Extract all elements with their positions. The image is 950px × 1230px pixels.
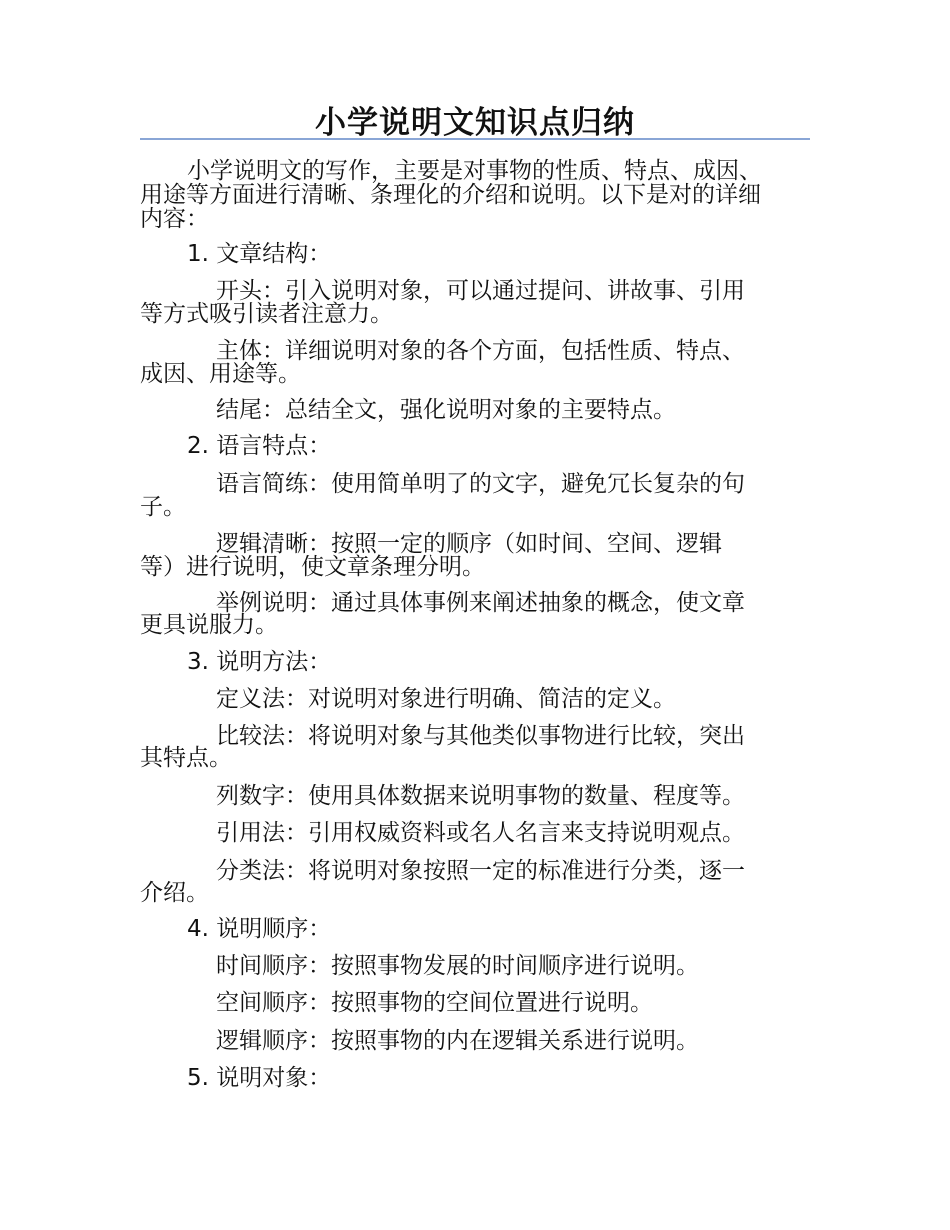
order-item-time: 时间顺序：按照事物发展的时间顺序进行说明。	[216, 953, 699, 979]
structure-item-body-cont: 成因、用途等。	[140, 361, 301, 387]
structure-item-ending: 结尾：总结全文，强化说明对象的主要特点。	[216, 397, 676, 423]
methods-item-comparison: 比较法：将说明对象与其他类似事物进行比较，突出	[216, 723, 745, 749]
methods-item-citation: 引用法：引用权威资料或名人名言来支持说明观点。	[216, 820, 745, 846]
language-item-example-cont: 更具说服力。	[140, 612, 278, 638]
methods-item-classification-cont: 介绍。	[140, 880, 209, 906]
structure-item-opening-cont: 等方式吸引读者注意力。	[140, 301, 393, 327]
section-heading-object: 5. 说明对象：	[187, 1065, 332, 1091]
language-item-concise-cont: 子。	[140, 494, 186, 520]
order-item-logic: 逻辑顺序：按照事物的内在逻辑关系进行说明。	[216, 1028, 699, 1054]
language-item-concise: 语言简练：使用简单明了的文字，避免冗长复杂的句	[216, 471, 745, 497]
methods-item-definition: 定义法：对说明对象进行明确、简洁的定义。	[216, 686, 676, 712]
intro-line-3: 内容：	[140, 206, 209, 232]
methods-item-comparison-cont: 其特点。	[140, 745, 232, 771]
section-heading-order: 4. 说明顺序：	[187, 916, 332, 942]
section-heading-methods: 3. 说明方法：	[187, 649, 332, 675]
methods-item-classification: 分类法：将说明对象按照一定的标准进行分类，逐一	[216, 858, 745, 884]
language-item-logic-cont: 等）进行说明，使文章条理分明。	[140, 554, 485, 580]
section-heading-language: 2. 语言特点：	[187, 433, 332, 459]
order-item-space: 空间顺序：按照事物的空间位置进行说明。	[216, 990, 653, 1016]
document-title: 小学说明文知识点归纳	[315, 105, 635, 141]
language-item-logic: 逻辑清晰：按照一定的顺序（如时间、空间、逻辑	[216, 531, 722, 557]
methods-item-numbers: 列数字：使用具体数据来说明事物的数量、程度等。	[216, 783, 745, 809]
structure-item-opening: 开头：引入说明对象，可以通过提问、讲故事、引用	[216, 278, 745, 304]
structure-item-body: 主体：详细说明对象的各个方面，包括性质、特点、	[216, 338, 745, 364]
section-heading-structure: 1. 文章结构：	[187, 241, 332, 267]
title-underline	[140, 138, 810, 140]
intro-line-1: 小学说明文的写作，主要是对事物的性质、特点、成因、	[187, 158, 762, 184]
intro-line-2: 用途等方面进行清晰、条理化的介绍和说明。以下是对的详细	[140, 182, 761, 208]
language-item-example: 举例说明：通过具体事例来阐述抽象的概念，使文章	[216, 590, 745, 616]
